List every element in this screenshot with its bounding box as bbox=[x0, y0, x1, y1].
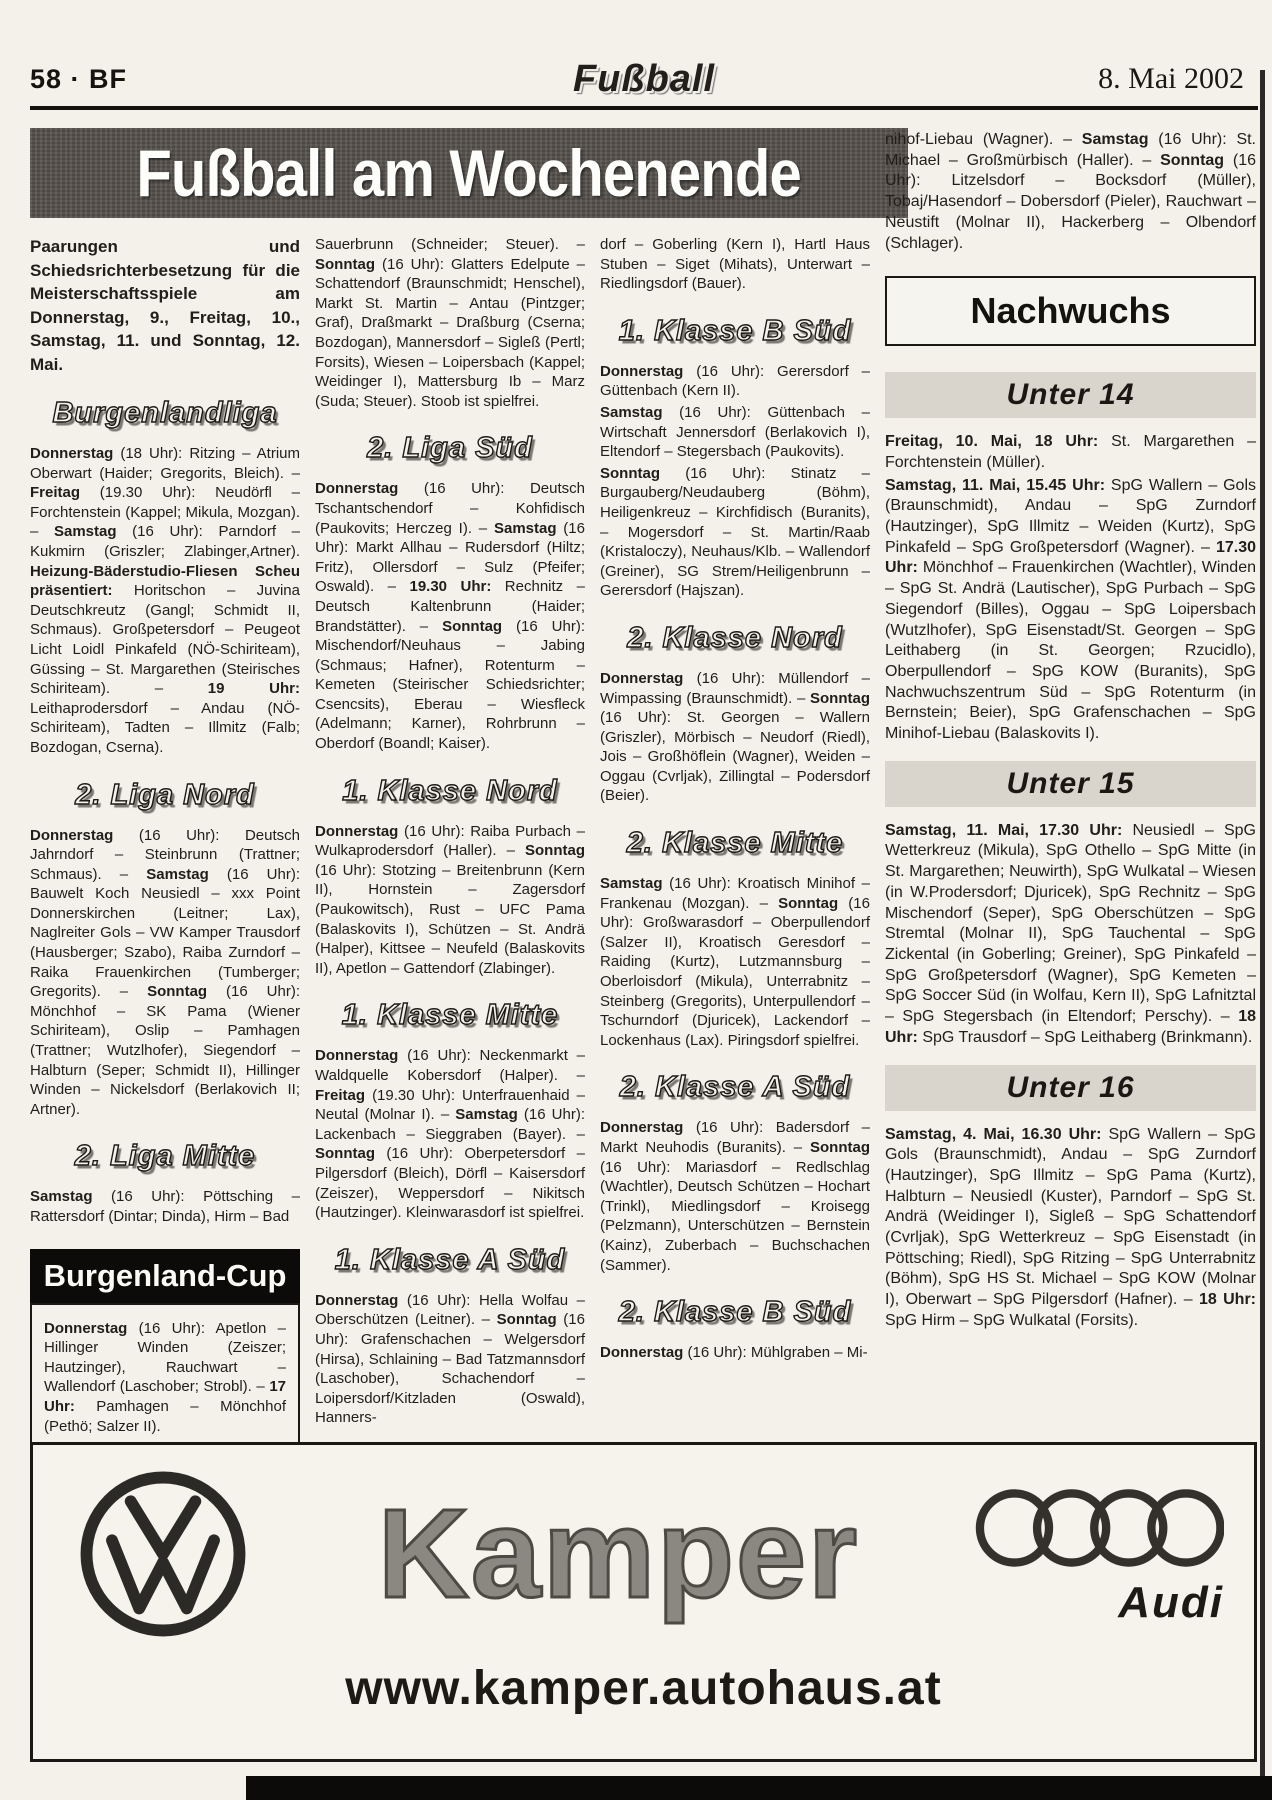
liga-mitte-continued: Sauerbrunn (Schneider; Steuer). – Sonntag (16 Uhr): Glatters Edelpute – Schattendorf (Braunschmidt; Henschel), Markt St. Martin – Antau (Pintzger; Graf), Draßmarkt – Draßburg (Cserna; Bozdogan), Mannersdorf – Sigleß (Pertl; Forsits), Wiesen – Loipersbach (Kappel; Weidinger I), Mattersburg Ib – Marz (Suda; Steuer). Stoob ist spielfrei. bbox=[315, 236, 585, 410]
klasse-b-sued-sonntag: Sonntag (16 Uhr): Stinatz – Burgauberg/Neudauberg (Böhm), Heiligenkreuz – Kirchfidisch (Buranits), – Mogersdorf – St. Martin/Raab (Kristaloczy), Neuhaus/Klb. – Wallendorf (Greiner), SG Strem/Heiligenbrunn – Gerersdorf (Hajszan). bbox=[600, 464, 870, 600]
page-number: 58 · BF bbox=[30, 64, 128, 94]
heading-2-klasse-a-sued: 2. Klasse A Süd bbox=[619, 1071, 851, 1104]
liga-nord-fixtures: Donnerstag (16 Uhr): Deutsch Jahrndorf – Steinbrunn (Trattner; Schmaus). – Samstag (16 Uhr): Bauwelt Koch Neusiedl – xxx Point Donnerskirchen (Leitner; Lax), Naglreiter Gols – VW Kamper Trausdorf (Hausberger; Szabo), Raiba Zurndorf – Raika Frauenkirchen (Tumberger; Gregorits). – Sonntag (16 Uhr): Mönchhof – SK Pama (Wiener Schiriteam), Oslip – Pamhagen (Trattner; Wutzlhofer), Siegendorf – Halbturn (Seper; Schmidt II), Hillinger Winden – Nickelsdorf (Berlakovich II; Artner). bbox=[30, 826, 300, 1118]
2-klasse-mitte-fixtures: Samstag (16 Uhr): Kroatisch Minihof – Frankenau (Mozgan). – Sonntag (16 Uhr): Großwarasdorf – Oberpullendorf (Salzer II), Kroatisch Geresdorf – Raiding (Kurtz), Lutzmannsburg – Oberloisdorf (Mikula), Unterrabnitz – Steinberg (Gregorits), Unterpullendorf – Tschurndorf (Djuricek), Lackendorf – Lockenhaus (Lax). Piringsdorf spielfrei. bbox=[600, 875, 870, 1049]
scan-edge-right bbox=[1260, 70, 1265, 1800]
klasse-b-sued-donnerstag: Donnerstag (16 Uhr): Gerersdorf – Güttenbach (Kern II). bbox=[600, 362, 870, 400]
heading-unter-14: Unter 14 bbox=[885, 372, 1256, 418]
heading-1-klasse-b-sued: 1. Klasse B Süd bbox=[618, 314, 852, 347]
kamper-advertisement bbox=[30, 1442, 1257, 1762]
heading-2-klasse-mitte: 2. Klasse Mitte bbox=[626, 827, 844, 860]
heading-1-klasse-a-sued: 1. Klasse A Süd bbox=[334, 1243, 566, 1276]
heading-2-klasse-nord: 2. Klasse Nord bbox=[627, 621, 843, 654]
heading-2-liga-mitte: 2. Liga Mitte bbox=[74, 1140, 256, 1173]
burgenlandliga-fixtures: Donnerstag (18 Uhr): Ritzing – Atrium Oberwart (Haider; Gregorits, Bleich). – Freitag (19.30 Uhr): Neudörfl – Forchtenstein (Kappel; Mikula, Mozgan). – Samstag (16 Uhr): Parndorf – Kukmirn (Griszler; Zlabinger,Artner). Heizung-Bäderstudio-Fliesen Scheu präsentiert: Horitschon – Juvina Deutschkreutz (Gangl; Schmidt II, Schmaus). Großpetersdorf – Peugeot Licht Loidl Pinkafeld (NÖ-Schiriteam), Güssing – St. Margarethen (Steirisches Schiriteam). – 19 Uhr: Leithaprodersdorf – Andau (NÖ-Schiriteam), Tadten – Illmitz (Falb; Bozdogan, Cserna). bbox=[30, 445, 300, 756]
2-klasse-b-sued-continued: nihof-Liebau (Wagner). – Samstag (16 Uhr): St. Michael – Großmürbisch (Haller). – Sonntag (16 Uhr): Litzelsdorf – Bocksdorf (Müller), Tobaj/Hasendorf – Dobersdorf (Pieler), Rauchwart – Neustift (Molnar II), Hackerberg – Olbendorf (Schlager). bbox=[885, 131, 1256, 252]
unter-14-samstag: Samstag, 11. Mai, 15.45 Uhr: SpG Wallern – Gols (Braunschmidt), Andau – SpG Zurndorf (Hautzinger), SpG Illmitz – Weiden (Kurtz), SpG Pinkafeld – SpG Großpetersdorf (Wagner). – 17.30 Uhr: Mönchhof – Frauenkirchen (Wachtler), Winden – SpG St. Andrä (Lautischer), SpG Purbach – SpG Siegendorf (Billes), Oggau – SpG Loipersbach (Wutzlhofer), SpG Eisenstadt/St. Georgen – SpG Leithaberg (in St. Georgen; Rzucidlo), Oberpullendorf – SpG KOW (Buranits), SpG Nachwuchszentrum Süd – SpG Rotenturm (in Bernstein; Beier), SpG Grafenschachen – SpG Minihof-Liebau (Balaskovits I). bbox=[885, 476, 1256, 743]
audi-rings-icon bbox=[974, 1480, 1224, 1576]
banner-title: Fußball am Wochenende bbox=[136, 136, 802, 210]
klasse-a-sued-fixtures: Donnerstag (16 Uhr): Hella Wolfau – Oberschützen (Leitner). – Sonntag (16 Uhr): Grafenschachen – Welgersdorf (Hirsa), Schlaining – Bad Tatzmannsdorf (Laschober), Schachendorf – Loipersdorf/Kitzladen (Oswald), Hanners- bbox=[315, 1291, 585, 1427]
vw-logo-icon bbox=[63, 1469, 263, 1639]
heading-2-liga-nord: 2. Liga Nord bbox=[75, 778, 255, 811]
liga-mitte-fixtures: Samstag (16 Uhr): Pöttsching – Rattersdorf (Dintar; Dinda), Hirm – Bad bbox=[30, 1188, 300, 1225]
unter-15-fixtures: Samstag, 11. Mai, 17.30 Uhr: Neusiedl – SpG Wetterkreuz (Mikula), SpG Othello – SpG Mitte (in St. Margarethen; Neuwirth), SpG Wulkatal – Wiesen (in W.Prodersdorf; Djuricek), SpG Rechnitz – SpG Mischendorf (Seper), SpG Oberschützen – SpG Stremtal (Molnar II), SpG Tauchental – SpG Zickental (in Goberling; Greiner), SpG Pinkafeld – SpG Großpetersdorf (Wagner), SpG Kemeten – SpG Soccer Süd (in Wolfau, Kern II), SpG Lafnitztal – SpG Stegersbach (in Eltendorf; Perschy). – 18 Uhr: SpG Trausdorf – SpG Leithaberg (Brinkmann). bbox=[885, 821, 1256, 1046]
klasse-mitte-fixtures: Donnerstag (16 Uhr): Neckenmarkt – Waldquelle Kobersdorf (Halper). – Freitag (19.30 Uhr): Unterfrauenhaid – Neutal (Molnar I). – Samstag (16 Uhr): Lackenbach – Sieggraben (Bayer). – Sonntag (16 Uhr): Oberpetersdorf – Pilgersdorf (Bleich), Dörfl – Kaisersdorf (Zeiszer), Weppersdorf – Nikitsch (Hautzinger). Kleinwarasdorf ist spielfrei. bbox=[315, 1047, 585, 1222]
audi-wordmark: Audi bbox=[1118, 1578, 1224, 1627]
klasse-nord-fixtures: Donnerstag (16 Uhr): Raiba Purbach – Wulkaprodersdorf (Haller). – Sonntag (16 Uhr): Stotzing – Breitenbrunn (Kern II), Hornstein – Zagersdorf (Paukowitsch), Rust – UFC Pama (Balaskovits I), Schützen – St. Andrä (Halper), Kittsee – Neufeld (Balaskovits II), Apetlon – Gattendorf (Zlabinger). bbox=[315, 822, 585, 977]
scan-edge-bottom bbox=[246, 1776, 1272, 1800]
2-klasse-b-sued-fixtures: Donnerstag (16 Uhr): Mühlgraben – Mi- bbox=[600, 1344, 868, 1362]
heading-unter-15: Unter 15 bbox=[885, 761, 1256, 807]
heading-burgenland-cup: Burgenland-Cup bbox=[30, 1249, 300, 1303]
heading-1-klasse-mitte: 1. Klasse Mitte bbox=[341, 999, 559, 1032]
section-title: Fußball bbox=[572, 58, 716, 100]
2-klasse-a-sued-fixtures: Donnerstag (16 Uhr): Badersdorf – Markt Neuhodis (Buranits). – Sonntag (16 Uhr): Mariasdorf – Redlschlag (Wachtler), Deutsch Schützen – Hochart (Trinkl), Miedlingsdorf – Kroisegg (Pelzmann), Unterschützen – Bernstein (Kainz), Zuberbach – Buchschachen (Sammer). bbox=[600, 1119, 870, 1274]
liga-sued-fixtures: Donnerstag (16 Uhr): Deutsch Tschantschendorf – Kohfidisch (Paukovits; Herczeg I). – Samstag (16 Uhr): Markt Allhau – Rudersdorf (Hiltz; Fritz), Ollersdorf – Sulz (Pfeifer; Oswald). – 19.30 Uhr: Rechnitz – Deutsch Kaltenbrunn (Haider; Brandstätter). – Sonntag (16 Uhr): Mischendorf/Neuhaus – Jabing (Schmaus; Hafner), Rotenturm – Kemeten (Steirischer Schiedsrichter; Csencsits), Eberau – Wiesfleck (Adelmann; Karner), Rohrbrunn – Oberdorf (Boandl; Kaiser). bbox=[315, 480, 585, 753]
ad-logo-row bbox=[63, 1459, 1224, 1649]
unter-16-fixtures: Samstag, 4. Mai, 16.30 Uhr: SpG Wallern – SpG Gols (Braunschmidt), Andau – SpG Zurndorf (Hautzinger), SpG Illmitz – SpG Pama (Kurtz), Halbturn – Neusiedl (Kuster), Parndorf – SpG St. Andrä (Weidinger I), Sigleß – SpG Schattendorf (Cvrljak), SpG Wetterkreuz – SpG Eisenstadt (in Pöttsching; Riedl), SpG Ritzing – SpG Unterrabnitz (Böhm), SpG HS St. Michael – SpG KOW (Molnar I), Oberwart – SpG Pilgersdorf (Hafner). – 18 Uhr: SpG Hirm – SpG Wulkatal (Forsits). bbox=[885, 1125, 1257, 1329]
audi-logo-block bbox=[974, 1480, 1224, 1628]
heading-nachwuchs: Nachwuchs bbox=[885, 276, 1256, 346]
burgenland-cup-fixtures bbox=[30, 1303, 300, 1457]
heading-1-klasse-nord: 1. Klasse Nord bbox=[342, 774, 558, 807]
klasse-a-sued-continued: dorf – Goberling (Kern I), Hartl Haus Stuben – Siget (Mihats), Unterwart – Riedlingsdorf (Bauer). bbox=[600, 236, 870, 293]
klasse-b-sued-samstag: Samstag (16 Uhr): Güttenbach – Wirtschaft Jennersdorf (Berlakovich I), Eltendorf – Stegersbach (Paukovits). bbox=[600, 403, 870, 461]
intro-paragraph: Paarungen und Schiedsrichterbesetzung für die Meisterschaftsspiele am Donnerstag, 9., Freitag, 10., Samstag, 11. und Sonntag, 12. Mai. bbox=[30, 237, 300, 374]
ad-website-url: www.kamper.autohaus.at bbox=[345, 1662, 942, 1715]
heading-unter-16: Unter 16 bbox=[885, 1065, 1256, 1111]
column-2 bbox=[315, 235, 585, 1430]
ad-brand-wordmark: Kamper bbox=[377, 1483, 860, 1624]
heading-2-liga-sued: 2. Liga Süd bbox=[367, 432, 533, 465]
column-3 bbox=[600, 235, 870, 1365]
2-klasse-nord-fixtures: Donnerstag (16 Uhr): Müllendorf – Wimpassing (Braunschmidt). – Sonntag (16 Uhr): St. Georgen – Wallern (Griszler), Mörbisch – Neudorf (Riedl), Jois – Großhöflein (Wagner), Weiden – Oggau (Cvrljak), Zillingtal – Podersdorf (Beier). bbox=[600, 669, 870, 805]
masthead-rule bbox=[30, 106, 1258, 110]
column-4 bbox=[885, 130, 1256, 1334]
heading-burgenlandliga: Burgenlandliga bbox=[52, 397, 278, 429]
burgenland-cup-fixtures-text: Donnerstag (16 Uhr): Apetlon – Hillinger Winden (Zeiszer; Hautzinger), Rauchwart – Wallendorf (Laschober; Strobl). – 17 Uhr: Pamhagen – Mönchhof (Pethö; Salzer II). bbox=[44, 1319, 286, 1435]
page-banner bbox=[30, 128, 908, 218]
unter-14-freitag: Freitag, 10. Mai, 18 Uhr: St. Margarethen – Forchtenstein (Müller). bbox=[885, 433, 1257, 471]
heading-2-klasse-b-sued: 2. Klasse B Süd bbox=[618, 1296, 852, 1329]
column-1 bbox=[30, 235, 300, 1468]
masthead bbox=[30, 58, 1258, 104]
issue-date: 8. Mai 2002 bbox=[1098, 62, 1244, 95]
